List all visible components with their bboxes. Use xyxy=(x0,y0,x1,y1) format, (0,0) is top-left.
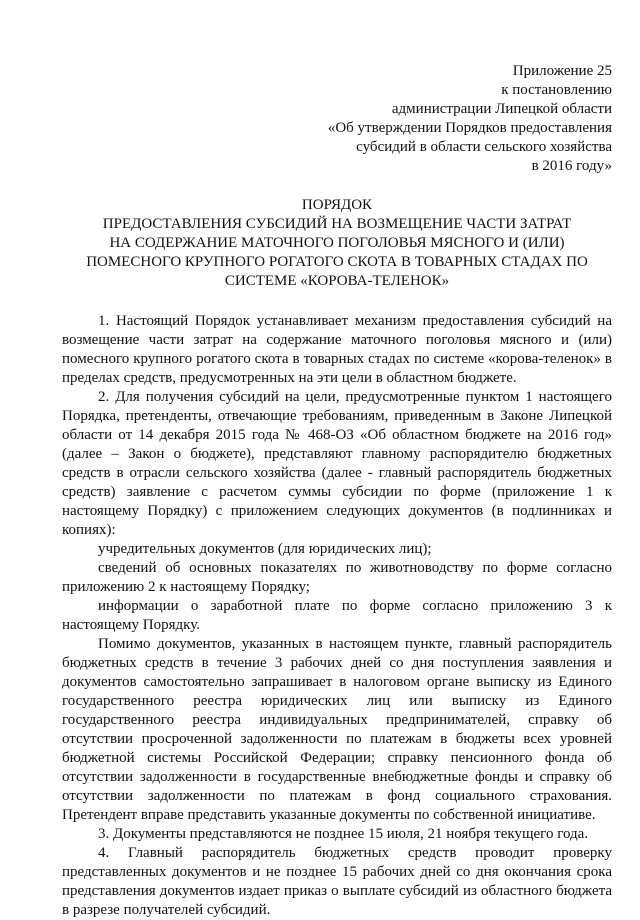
appendix-line: субсидий в области сельского хозяйства xyxy=(356,139,612,155)
paragraph-2: 2. Для получения субсидий на цели, предусмотренные пунктом 1 настоящего Порядка, претенденты, отвечающие требованиям, приведенным в Законе Липецкой области от 14 декабря 2015 года № 468-ОЗ «Об областном бюджете на 2016 год» (далее – Закон о бюджете), представляют главному распорядителю бюджетных средств в отрасли сельского хозяйства (далее - главный распорядитель бюджетных средств) заявление с расчетом суммы субсидии по форме (приложение 1 к настоящему Порядку) с приложением следующих документов (в подлинниках и копиях): xyxy=(62,389,612,538)
paragraph-4: 4. Главный распорядитель бюджетных средств проводит проверку представленных документов и не позднее 15 рабочих дней со дня окончания срока представления документов издает приказ о выплате субсидий из областного бюджета в разрезе получателей субсидий. xyxy=(62,845,612,918)
paragraph-1: 1. Настоящий Порядок устанавливает механизм предоставления субсидий на возмещение части затрат на содержание маточного поголовья мясного и (или) помесного крупного рогатого скота в товарных стадах по системе «корова-теленок» в пределах средств, предусмотренных на эти цели в областном бюджете. xyxy=(62,313,612,386)
document-title xyxy=(62,196,612,291)
list-item-livestock-indicators: сведений об основных показателях по животноводству по форме согласно приложению 2 к настоящему Порядку; xyxy=(62,560,612,595)
title-line: СИСТЕМЕ «КОРОВА-ТЕЛЕНОК» xyxy=(224,273,450,289)
list-item-salary-information: информации о заработной плате по форме согласно приложению 3 к настоящему Порядку. xyxy=(62,598,612,633)
title-line: НА СОДЕРЖАНИЕ МАТОЧНОГО ПОГОЛОВЬЯ МЯСНОГО И (ИЛИ) xyxy=(109,235,565,251)
appendix-line: администрации Липецкой области xyxy=(391,101,612,117)
appendix-line: к постановлению xyxy=(501,82,612,98)
title-line: ПОМЕСНОГО КРУПНОГО РОГАТОГО СКОТА В ТОВАРНЫХ СТАДАХ ПО xyxy=(86,254,588,270)
appendix-header xyxy=(62,62,612,176)
appendix-line: Приложение 25 xyxy=(512,63,612,79)
title-line: ПОРЯДОК xyxy=(301,197,373,213)
paragraph-3: 3. Документы представляются не позднее 15 июля, 21 ноября текущего года. xyxy=(98,826,589,842)
appendix-line: «Об утверждении Порядков предоставления xyxy=(327,120,612,136)
title-line: ПРЕДОСТАВЛЕНИЯ СУБСИДИЙ НА ВОЗМЕЩЕНИЕ ЧАСТИ ЗАТРАТ xyxy=(102,216,572,232)
paragraph-additional-documents: Помимо документов, указанных в настоящем пункте, главный распорядитель бюджетных средств в течение 3 рабочих дней со дня поступления заявления и документов самостоятельно запрашивает в налоговом органе выписку из Единого государственного реестра юридических лиц или выписку из Единого государственного реестра индивидуальных предпринимателей, справку об отсутствии просроченной задолженности по платежам в бюджеты всех уровней бюджетной системы Российской Федерации; справку пенсионного фонда об отсутствии задолженности в государственные внебюджетные фонды и справку об отсутствии задолженности по платежам в фонд социального страхования. Претендент вправе представить указанные документы по собственной инициативе. xyxy=(62,636,612,823)
appendix-line: в 2016 году» xyxy=(531,158,612,174)
list-item-constituent-documents: учредительных документов (для юридических лиц); xyxy=(98,541,432,557)
document-body xyxy=(62,312,612,920)
